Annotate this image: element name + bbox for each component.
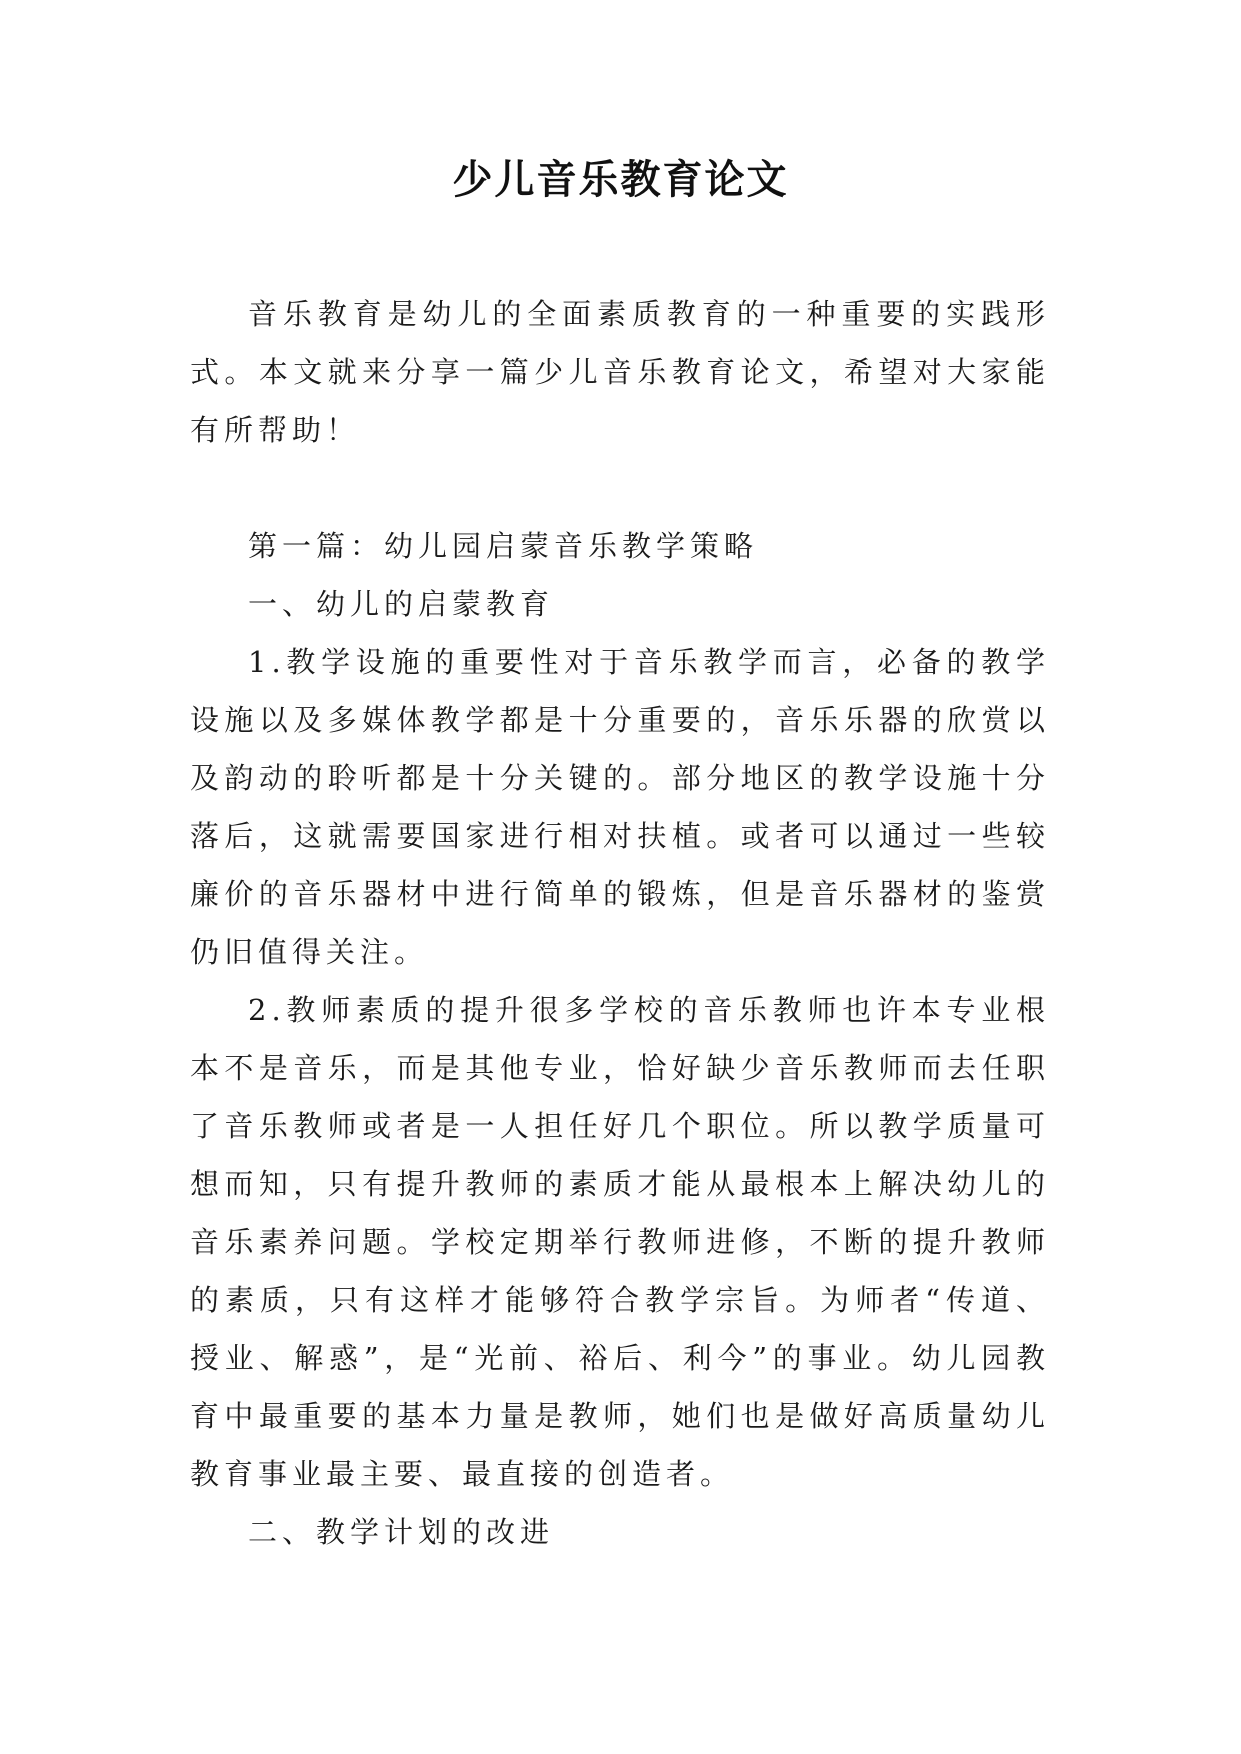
document-title: 少儿音乐教育论文 <box>452 157 789 203</box>
document-body <box>190 285 1050 1561</box>
body-paragraph-2: 2.教师素质的提升很多学校的音乐教师也许本专业根本不是音乐，而是其他专业，恰好缺少音乐教师而去任职了音乐教师或者是一人担任好几个职位。所以教学质量可想而知，只有提升教师的素质才能从最根本上解决幼儿的音乐素养问题。学校定期举行教师进修，不断的提升教师的素质，只有这样才能够符合教学宗旨。为师者“传道、授业、解惑”，是“光前、裕后、利今”的事业。幼儿园教育中最重要的基本力量是教师，她们也是做好高质量幼儿教育事业最主要、最直接的创造者。 <box>190 993 1050 1491</box>
part-title: 第一篇：幼儿园启蒙音乐教学策略 <box>248 529 759 563</box>
body-paragraph-1: 1.教学设施的重要性对于音乐教学而言，必备的教学设施以及多媒体教学都是十分重要的，音乐乐器的欣赏以及韵动的聆听都是十分关键的。部分地区的教学设施十分落后，这就需要国家进行相对扶植。或者可以通过一些较廉价的音乐器材中进行简单的锻炼，但是音乐器材的鉴赏仍旧值得关注。 <box>190 645 1050 969</box>
section-heading-1: 一、幼儿的启蒙教育 <box>248 587 555 621</box>
intro-paragraph: 音乐教育是幼儿的全面素质教育的一种重要的实践形式。本文就来分享一篇少儿音乐教育论文，希望对大家能有所帮助！ <box>190 297 1050 447</box>
section-heading-2: 二、教学计划的改进 <box>248 1515 555 1549</box>
